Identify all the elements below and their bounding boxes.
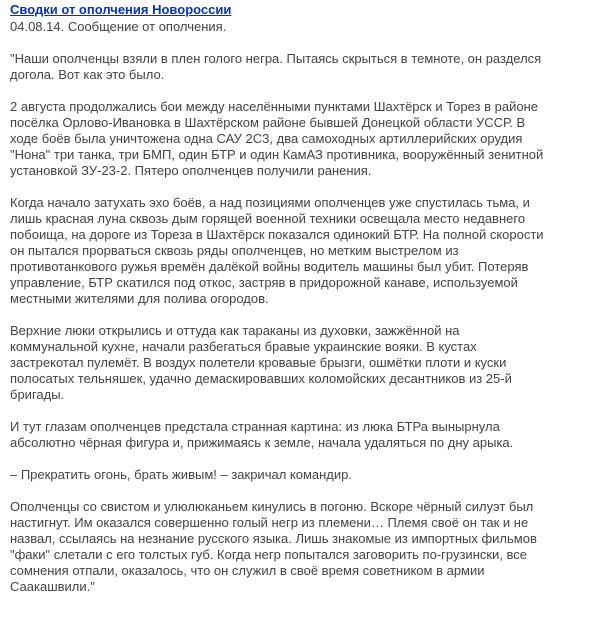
article-paragraph [10, 323, 593, 403]
paragraph-line: "факи" слетали с его толстых губ. Когда негр попытался заговорить по-грузински, все [10, 547, 528, 562]
article-container [10, 0, 593, 595]
paragraph-line: лишь красная луна сквозь дым горящей военной техники освещала место недавнего [10, 211, 526, 226]
paragraph-line: настигнут. Им оказался совершенно голый негр из племени… Племя своё он так и не [10, 515, 529, 530]
article-body [10, 51, 593, 595]
paragraph-line: местными жителями для полива огородов. [10, 291, 269, 306]
paragraph-line: Когда начало затухать эхо боёв, а над позициями ополченцев уже спустилась тьма, и [10, 195, 530, 210]
paragraph-line: 2 августа продолжались бои между населёнными пунктами Шахтёрск и Торез в районе [10, 99, 538, 114]
paragraph-line: "Нона" три танка, три БМП, один БТР и один КамАЗ противника, вооружённый зенитной [10, 147, 544, 162]
paragraph-line: Саакашвили." [10, 579, 95, 594]
paragraph-line: установкой ЗУ-23-2. Пятеро ополченцев получили ранения. [10, 163, 372, 178]
paragraph-line: сомнения отпали, оказалось, что он служил в своё время советником в армии [10, 563, 485, 578]
paragraph-line: побоища, на дороге из Тореза в Шахтёрск показался одинокий БТР. На полной скорости [10, 227, 544, 242]
paragraph-line: абсолютно чёрная фигура и, прижимаясь к земле, начала удаляться по дну арыка. [10, 435, 514, 450]
article-paragraph [10, 195, 593, 307]
paragraph-line: противотанкового ружья времён далёкой войны водитель машины был убит. Потеряв [10, 259, 529, 274]
article-date-source: 04.08.14. Сообщение от ополчения. [10, 19, 227, 34]
paragraph-line: "Наши ополченцы взяли в плен голого негра. Пытаясь скрыться в темноте, он разделся [10, 51, 542, 66]
article-title-link[interactable]: Сводки от ополчения Новороссии [10, 2, 232, 17]
paragraph-line: полосатых тельняшек, удачно демаскировавших коломойских десантников из 25-й [10, 371, 512, 386]
paragraph-line: управление, БТР скатился под откос, застряв в придорожной канаве, используемой [10, 275, 518, 290]
article-paragraph [10, 499, 593, 595]
paragraph-line: посёлка Орлово-Ивановка в Шахтёрском районе бывшей Донецкой области УССР. В [10, 115, 526, 130]
article-paragraph [10, 419, 593, 451]
paragraph-line: догола. Вот как это было. [10, 67, 165, 82]
paragraph-line: он пытался прорваться сквозь ряды ополченцев, но метким выстрелом из [10, 243, 459, 258]
paragraph-line: И тут глазам ополченцев предстала странная картина: из люка БТРа вынырнула [10, 419, 500, 434]
article-paragraph [10, 99, 593, 179]
paragraph-line: ходе боёв была уничтожена одна САУ 2С3, два самоходных артиллерийских орудия [10, 131, 523, 146]
paragraph-line: – Прекратить огонь, брать живым! – закричал командир. [10, 467, 352, 482]
article-paragraph [10, 51, 593, 83]
paragraph-line: бригады. [10, 387, 65, 402]
paragraph-line: назвал, ссылаясь на незнание русского языка. Лишь знакомые из импортных фильмов [10, 531, 537, 546]
paragraph-line: Верхние люки открылись и оттуда как тараканы из духовки, зажжённой на [10, 323, 460, 338]
article-paragraph [10, 467, 593, 483]
paragraph-line: Ополченцы со свистом и улюлюканьем кинулись в погоню. Вскоре чёрный силуэт был [10, 499, 534, 514]
paragraph-line: застрекотал пулемёт. В воздух полетели кровавые брызги, ошмётки плоти и куски [10, 355, 507, 370]
paragraph-line: коммунальной кухне, начали разбегаться бравые украинские вояки. В кустах [10, 339, 477, 354]
